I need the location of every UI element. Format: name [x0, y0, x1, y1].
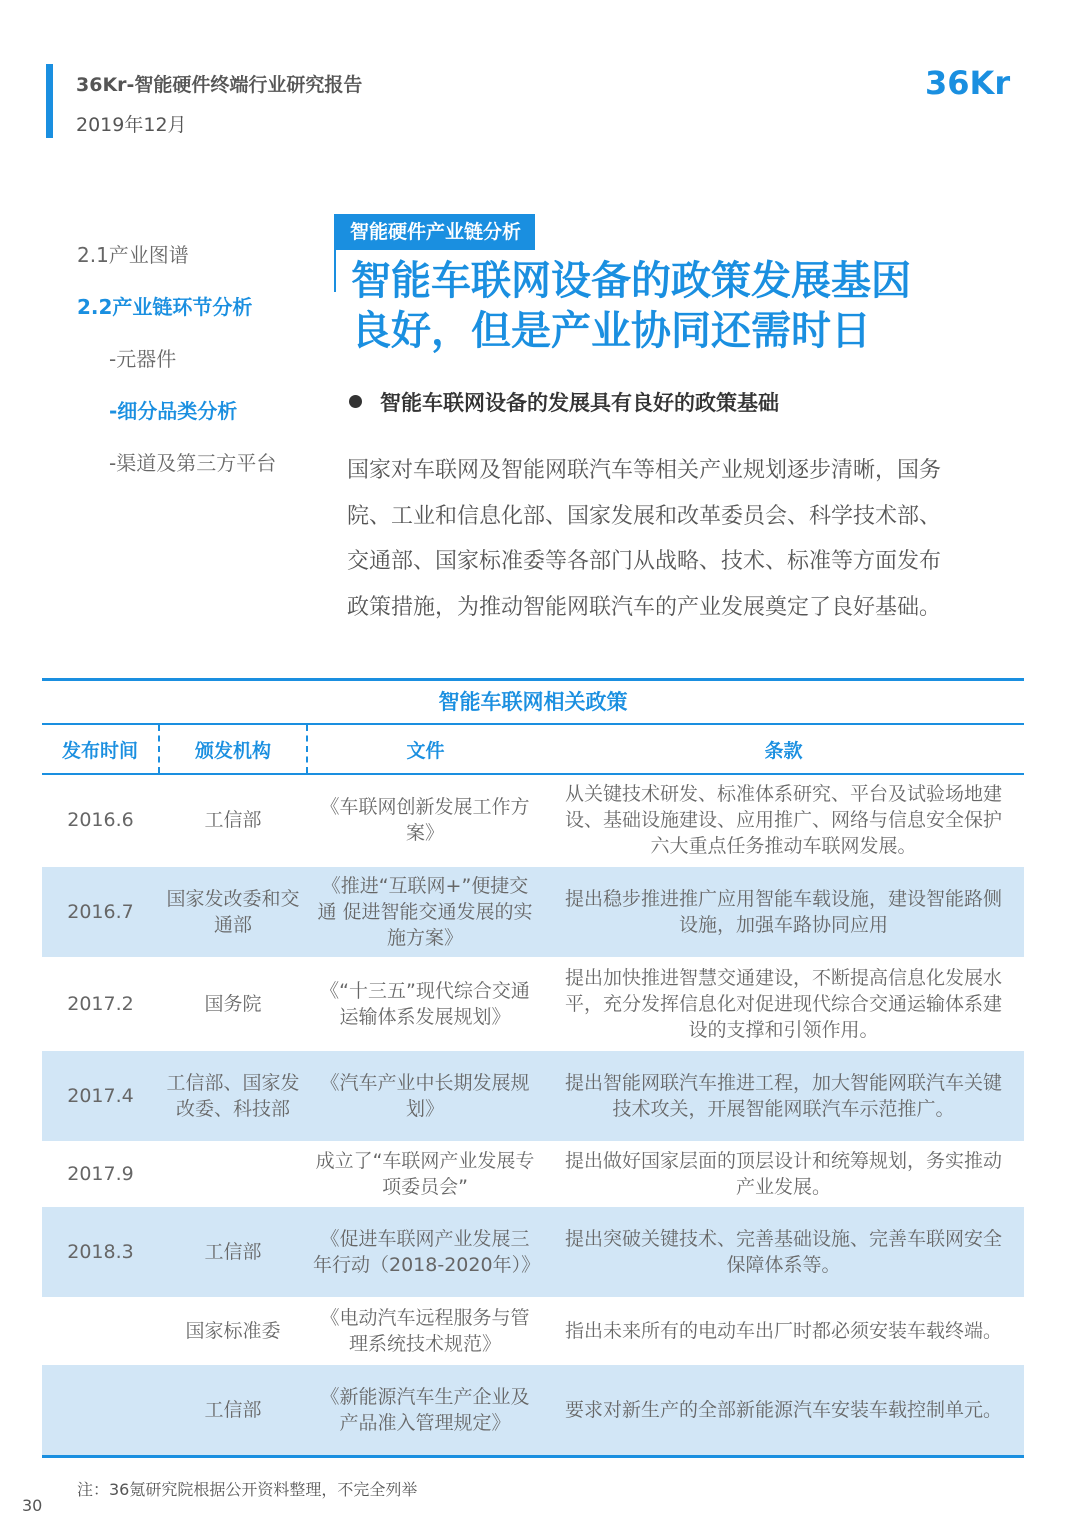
cell-doc: 《车联网创新发展工作方案》 [307, 774, 543, 866]
col-header-date: 发布时间 [42, 725, 159, 774]
cell-terms: 从关键技术研发、标准体系研究、平台及试验场地建设、基础设施建设、应用推广、网络与信息安全保护六大重点任务推动车联网发展。 [543, 774, 1024, 866]
sidebar-nav [77, 238, 317, 498]
logo-text: 36Kr [925, 64, 1011, 102]
cell-date: 2016.6 [42, 774, 159, 866]
cell-doc: 《电动汽车远程服务与管理系统技术规范》 [307, 1298, 543, 1364]
cell-org [159, 1142, 307, 1206]
col-header-terms: 条款 [543, 725, 1024, 774]
cell-terms: 要求对新生产的全部新能源汽车安装车载控制单元。 [543, 1364, 1024, 1456]
cell-terms: 提出加快推进智慧交通建设，不断提高信息化发展水平，充分发挥信息化对促进现代综合交通运输体系建设的支撑和引领作用。 [543, 958, 1024, 1050]
page-title [351, 256, 1031, 356]
policy-table [42, 678, 1024, 1458]
sidebar-item-channels[interactable]: -渠道及第三方平台 [109, 451, 277, 475]
cell-date: 2018.3 [42, 1206, 159, 1298]
col-header-org: 颁发机构 [159, 725, 307, 774]
cell-doc: 《汽车产业中长期发展规划》 [307, 1050, 543, 1142]
table-row [42, 866, 1024, 958]
cell-org: 国务院 [159, 958, 307, 1050]
bullet-heading [349, 387, 779, 417]
cell-org: 工信部、国家发改委、科技部 [159, 1050, 307, 1142]
cell-date [42, 1298, 159, 1364]
table-row [42, 958, 1024, 1050]
footnote: 注：36氪研究院根据公开资料整理，不完全列举 [77, 1480, 418, 1499]
section-tag: 智能硬件产业链分析 [336, 214, 535, 250]
cell-doc: 《推进“互联网+”便捷交通 促进智能交通发展的实施方案》 [307, 866, 543, 958]
policy-table-grid [42, 725, 1024, 1458]
sidebar-item-industry-map[interactable]: 2.1产业图谱 [77, 243, 189, 267]
sidebar-item-components[interactable]: -元器件 [109, 347, 177, 371]
table-row [42, 774, 1024, 866]
header-accent-bar [46, 64, 53, 138]
report-title: 36Kr-智能硬件终端行业研究报告 [76, 74, 363, 96]
cell-org: 国家标准委 [159, 1298, 307, 1364]
cell-terms: 指出未来所有的电动车出厂时都必须安装车载终端。 [543, 1298, 1024, 1364]
table-title: 智能车联网相关政策 [42, 678, 1024, 725]
cell-doc: 《促进车联网产业发展三年行动（2018-2020年）》 [307, 1206, 543, 1298]
cell-date: 2016.7 [42, 866, 159, 958]
page-number: 30 [22, 1496, 43, 1515]
36kr-logo [925, 58, 1040, 128]
body-paragraph: 国家对车联网及智能网联汽车等相关产业规划逐步清晰，国务院、工业和信息化部、国家发展和改革委员会、科学技术部、交通部、国家标准委等各部门从战略、技术、标准等方面发布政策措施，为推动智能网联汽车的产业发展奠定了良好基础。 [347, 458, 942, 620]
page-title-line-2: 良好，但是产业协同还需时日 [351, 308, 871, 354]
cell-date: 2017.2 [42, 958, 159, 1050]
cell-terms: 提出稳步推进推广应用智能车载设施，建设智能路侧设施，加强车路协同应用 [543, 866, 1024, 958]
report-date: 2019年12月 [76, 114, 187, 136]
bullet-text: 智能车联网设备的发展具有良好的政策基础 [380, 391, 779, 415]
sidebar-item-chain-analysis[interactable]: 2.2产业链环节分析 [77, 295, 253, 319]
cell-doc: 成立了“车联网产业发展专项委员会” [307, 1142, 543, 1206]
table-row [42, 1298, 1024, 1364]
cell-org: 工信部 [159, 1206, 307, 1298]
cell-date: 2017.4 [42, 1050, 159, 1142]
table-row [42, 1364, 1024, 1456]
cell-terms: 提出智能网联汽车推进工程，加大智能网联汽车关键技术攻关，开展智能网联汽车示范推广。 [543, 1050, 1024, 1142]
cell-date: 2017.9 [42, 1142, 159, 1206]
table-row [42, 1206, 1024, 1298]
table-row [42, 1142, 1024, 1206]
col-header-doc: 文件 [307, 725, 543, 774]
cell-org: 工信部 [159, 774, 307, 866]
cell-doc: 《“十三五”现代综合交通运输体系发展规划》 [307, 958, 543, 1050]
cell-doc: 《新能源汽车生产企业及产品准入管理规定》 [307, 1364, 543, 1456]
cell-terms: 提出做好国家层面的顶层设计和统筹规划，务实推动产业发展。 [543, 1142, 1024, 1206]
cell-terms: 提出突破关键技术、完善基础设施、完善车联网安全保障体系等。 [543, 1206, 1024, 1298]
sidebar-item-category-analysis[interactable]: -细分品类分析 [109, 399, 238, 423]
cell-org: 工信部 [159, 1364, 307, 1456]
page-title-line-1: 智能车联网设备的政策发展基因 [351, 258, 911, 304]
cell-date [42, 1364, 159, 1456]
table-row [42, 1050, 1024, 1142]
cell-org: 国家发改委和交通部 [159, 866, 307, 958]
table-header-row [42, 725, 1024, 774]
bullet-dot-icon [349, 395, 362, 408]
